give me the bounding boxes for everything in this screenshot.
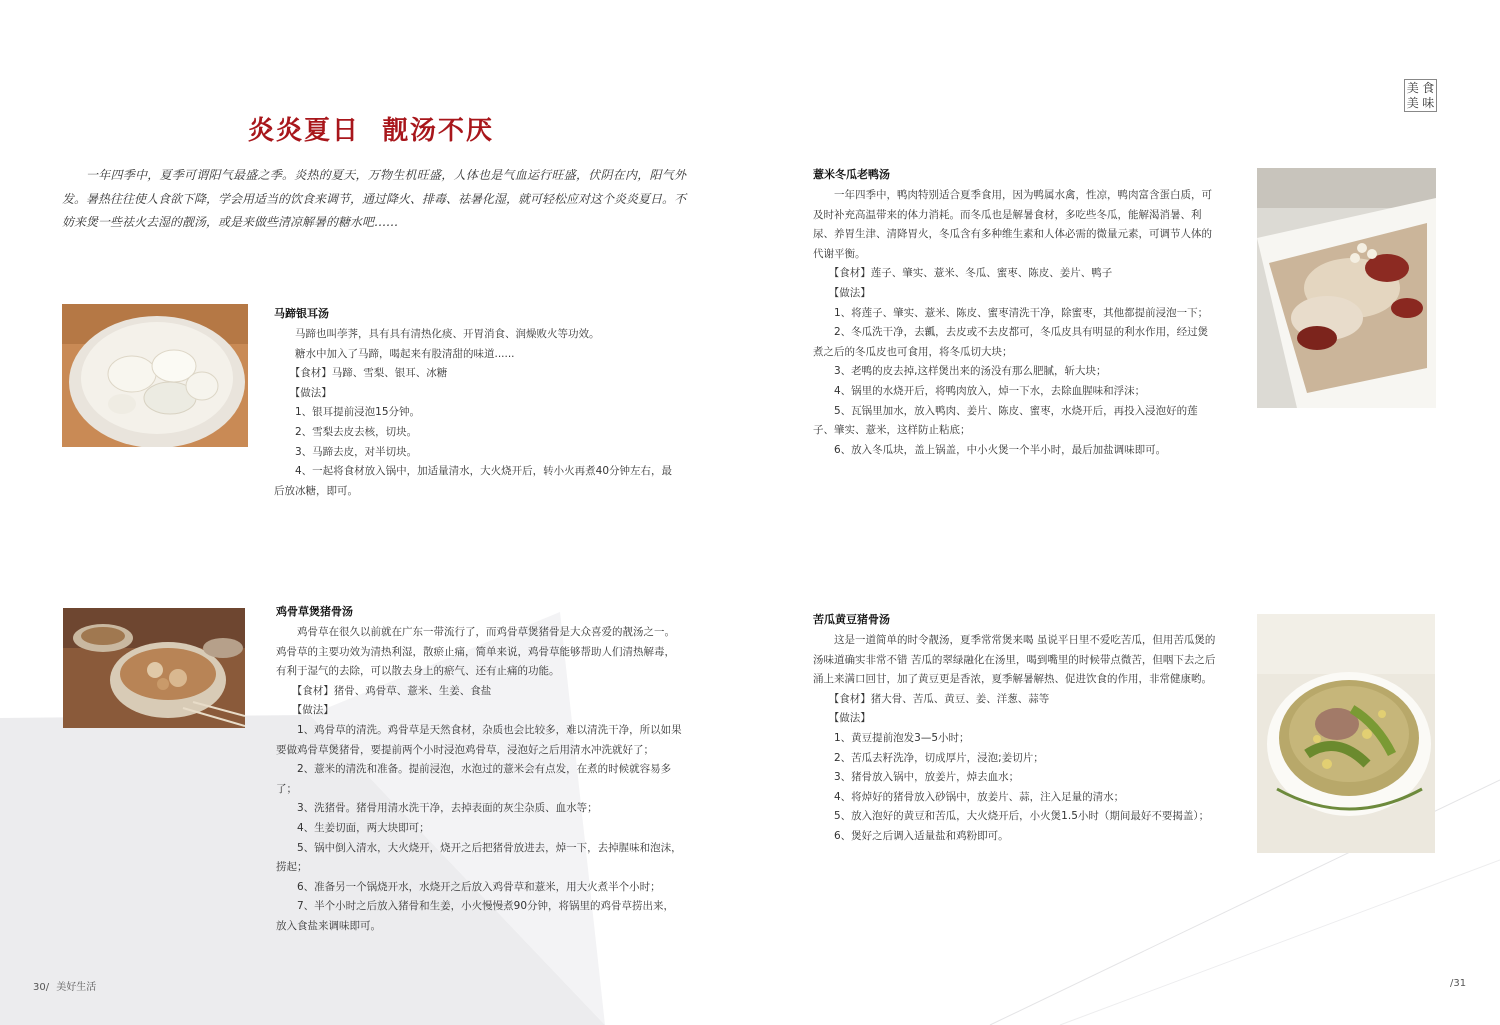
recipe-step: 6、煲好之后调入适量盐和鸡粉即可。 — [834, 829, 1009, 842]
page-title — [248, 110, 494, 147]
recipe-ingredients: 【食材】猪大骨、苦瓜、黄豆、姜、洋葱、蒜等 — [828, 692, 1050, 705]
recipe-step: 6、准备另一个锅烧开水，水烧开之后放入鸡骨草和薏米，用大火煮半个小时； — [297, 880, 661, 893]
recipe-intro: 鸡骨草在很久以前就在广东一带流行了，而鸡骨草煲猪骨是大众喜爱的靓汤之一。鸡骨草的主要功效为清热利湿，散瘀止痛，简单来说，鸡骨草能够帮助人们清热解毒，有利于湿气的去除，可以散去身上的瘀气、还有止痛的功能。 — [276, 626, 675, 678]
recipe-method-label: 【做法】 — [291, 704, 334, 717]
page-number-right: /31 — [1450, 978, 1467, 989]
title-part-1: 炎炎夏日 — [248, 116, 361, 146]
recipe-step: 5、放入泡好的黄豆和苦瓜，大火烧开后，小火煲1.5小时（期间最好不要揭盖）； — [834, 810, 1210, 823]
mati-soup-photo — [62, 304, 248, 447]
recipe-title: 鸡骨草煲猪骨汤 — [276, 605, 353, 618]
recipe-step: 1、将莲子、肇实、薏米、陈皮、蜜枣清洗干净，除蜜枣，其他都提前浸泡一下； — [834, 306, 1209, 319]
recipe-step: 4、锅里的水烧开后，将鸭肉放入，焯一下水，去除血腥味和浮沫； — [834, 384, 1146, 397]
recipe-step: 2、苦瓜去籽洗净，切成厚片，浸泡;姜切片； — [834, 751, 1044, 764]
recipe-line: 糖水中加入了马蹄，喝起来有股清甜的味道...... — [295, 347, 515, 360]
kugua-soup-photo — [1257, 614, 1435, 853]
badge-char: 美 — [1406, 81, 1419, 95]
recipe-step: 1、黄豆提前泡发3—5小时； — [834, 731, 970, 744]
footer-left — [33, 978, 96, 993]
yimi-soup-photo — [1257, 168, 1436, 408]
recipe-title: 薏米冬瓜老鸭汤 — [813, 168, 890, 181]
recipe-yimi — [813, 166, 1213, 460]
recipe-step: 3、猪骨放入锅中，放姜片，焯去血水； — [834, 771, 1020, 784]
recipe-jigucao — [276, 603, 684, 937]
jigucao-soup-photo — [63, 608, 245, 728]
recipe-step: 4、将焯好的猪骨放入砂锅中，放姜片、蒜，注入足量的清水； — [834, 790, 1125, 803]
recipe-step: 5、瓦锅里加水，放入鸭肉、姜片、陈皮、蜜枣，水烧开后，再投入浸泡好的莲子、肇实、薏米，这样防止粘底； — [813, 404, 1198, 437]
section-badge — [1404, 79, 1437, 112]
recipe-method-label: 【做法】 — [828, 712, 871, 725]
recipe-step: 4、生姜切面，两大块即可； — [297, 821, 430, 834]
title-part-2: 靓汤不厌 — [382, 116, 495, 146]
recipe-step: 7、半个小时之后放入猪骨和生姜，小火慢慢煮90分钟，将锅里的鸡骨草捞出来，放入食盐来调味即可。 — [276, 900, 675, 932]
recipe-step: 2、雪梨去皮去核，切块。 — [295, 425, 418, 438]
badge-char: 食 — [1422, 81, 1435, 95]
recipe-step: 1、鸡骨草的清洗。鸡骨草是天然食材，杂质也会比较多，难以清洗干净，所以如果要做鸡骨草煲猪骨，要提前两个小时浸泡鸡骨草，浸泡好之后用清水冲洗就好了； — [276, 723, 682, 756]
recipe-intro: 这是一道简单的时令靓汤，夏季常常煲来喝 虽说平日里不爱吃苦瓜，但用苦瓜煲的汤味道确实非常不错 苦瓜的翠绿融化在汤里，喝到嘴里的时候带点微苦，但咽下去之后涌上来满口回甘，加了黄豆更是香浓，夏季解暑解热、促进饮食的作用，非常健康哟。 — [813, 634, 1216, 686]
recipe-step: 3、马蹄去皮，对半切块。 — [295, 445, 418, 458]
page-number-left: 30/ — [33, 982, 50, 993]
recipe-step: 3、洗猪骨。猪骨用清水洗干净，去掉表面的灰尘杂质、血水等； — [297, 802, 598, 815]
recipe-ingredients: 【食材】莲子、肇实、薏米、冬瓜、蜜枣、陈皮、姜片、鸭子 — [828, 267, 1113, 280]
recipe-step: 4、一起将食材放入锅中，加适量清水，大火烧开后，转小火再煮40分钟左右，最后放冰糖，即可。 — [274, 465, 673, 497]
recipe-line: 马蹄也叫荸荠，具有具有清热化痰、开胃消食、润燥败火等功效。 — [295, 328, 600, 340]
recipe-mati — [274, 305, 679, 501]
recipe-step: 5、锅中倒入清水，大火烧开，烧开之后把猪骨放进去，焯一下，去掉腥味和泡沫，捞起； — [276, 841, 682, 874]
recipe-step: 2、冬瓜洗干净，去瓤，去皮或不去皮都可，冬瓜皮具有明显的利水作用，经过煲煮之后的冬瓜皮也可食用，将冬瓜切大块； — [813, 326, 1209, 358]
recipe-step: 2、薏米的清洗和准备。提前浸泡，水泡过的薏米会有点发，在煮的时候就容易多了； — [276, 763, 672, 795]
recipe-method-label: 【做法】 — [828, 286, 871, 299]
recipe-step: 6、放入冬瓜块，盖上锅盖，中小火煲一个半小时，最后加盐调味即可。 — [834, 443, 1167, 456]
intro-text: 一年四季中，夏季可谓阳气最盛之季。炎热的夏天，万物生机旺盛，人体也是气血运行旺盛，伏阴在内，阳气外发。暑热往往使人食欲下降，学会用适当的饮食来调节，通过降火、排毒、祛暑化湿，就可轻松应对这个炎炎夏日。不妨来煲一些祛火去湿的靓汤，或是来做些清凉解暑的糖水吧…… — [62, 168, 687, 229]
badge-char: 味 — [1422, 96, 1435, 110]
recipe-title: 苦瓜黄豆猪骨汤 — [813, 613, 890, 626]
recipe-kugua — [813, 611, 1218, 847]
recipe-step: 3、老鸭的皮去掉,这样煲出来的汤没有那么肥腻，斩大块； — [834, 365, 1107, 378]
recipe-intro: 一年四季中，鸭肉特别适合夏季食用，因为鸭属水禽，性凉，鸭肉富含蛋白质，可及时补充高温带来的体力消耗。而冬瓜也是解暑食材，多吃些冬瓜，能解渴消暑、利尿、养胃生津、清降胃火，冬瓜含有多种维生素和人体必需的微量元素，可调节人体的代谢平衡。 — [813, 189, 1212, 260]
magazine-name: 美好生活 — [56, 982, 97, 993]
recipe-method-label: 【做法】 — [289, 386, 332, 399]
badge-char: 美 — [1406, 96, 1419, 110]
recipe-ingredients: 【食材】马蹄、雪梨、银耳、冰糖 — [289, 367, 448, 380]
footer-right — [1450, 978, 1466, 989]
recipe-title: 马蹄银耳汤 — [274, 307, 329, 320]
recipe-ingredients: 【食材】猪骨、鸡骨草、薏米、生姜、食盐 — [291, 684, 492, 697]
intro-paragraph — [62, 164, 686, 235]
recipe-step: 1、银耳提前浸泡15分钟。 — [295, 406, 421, 419]
